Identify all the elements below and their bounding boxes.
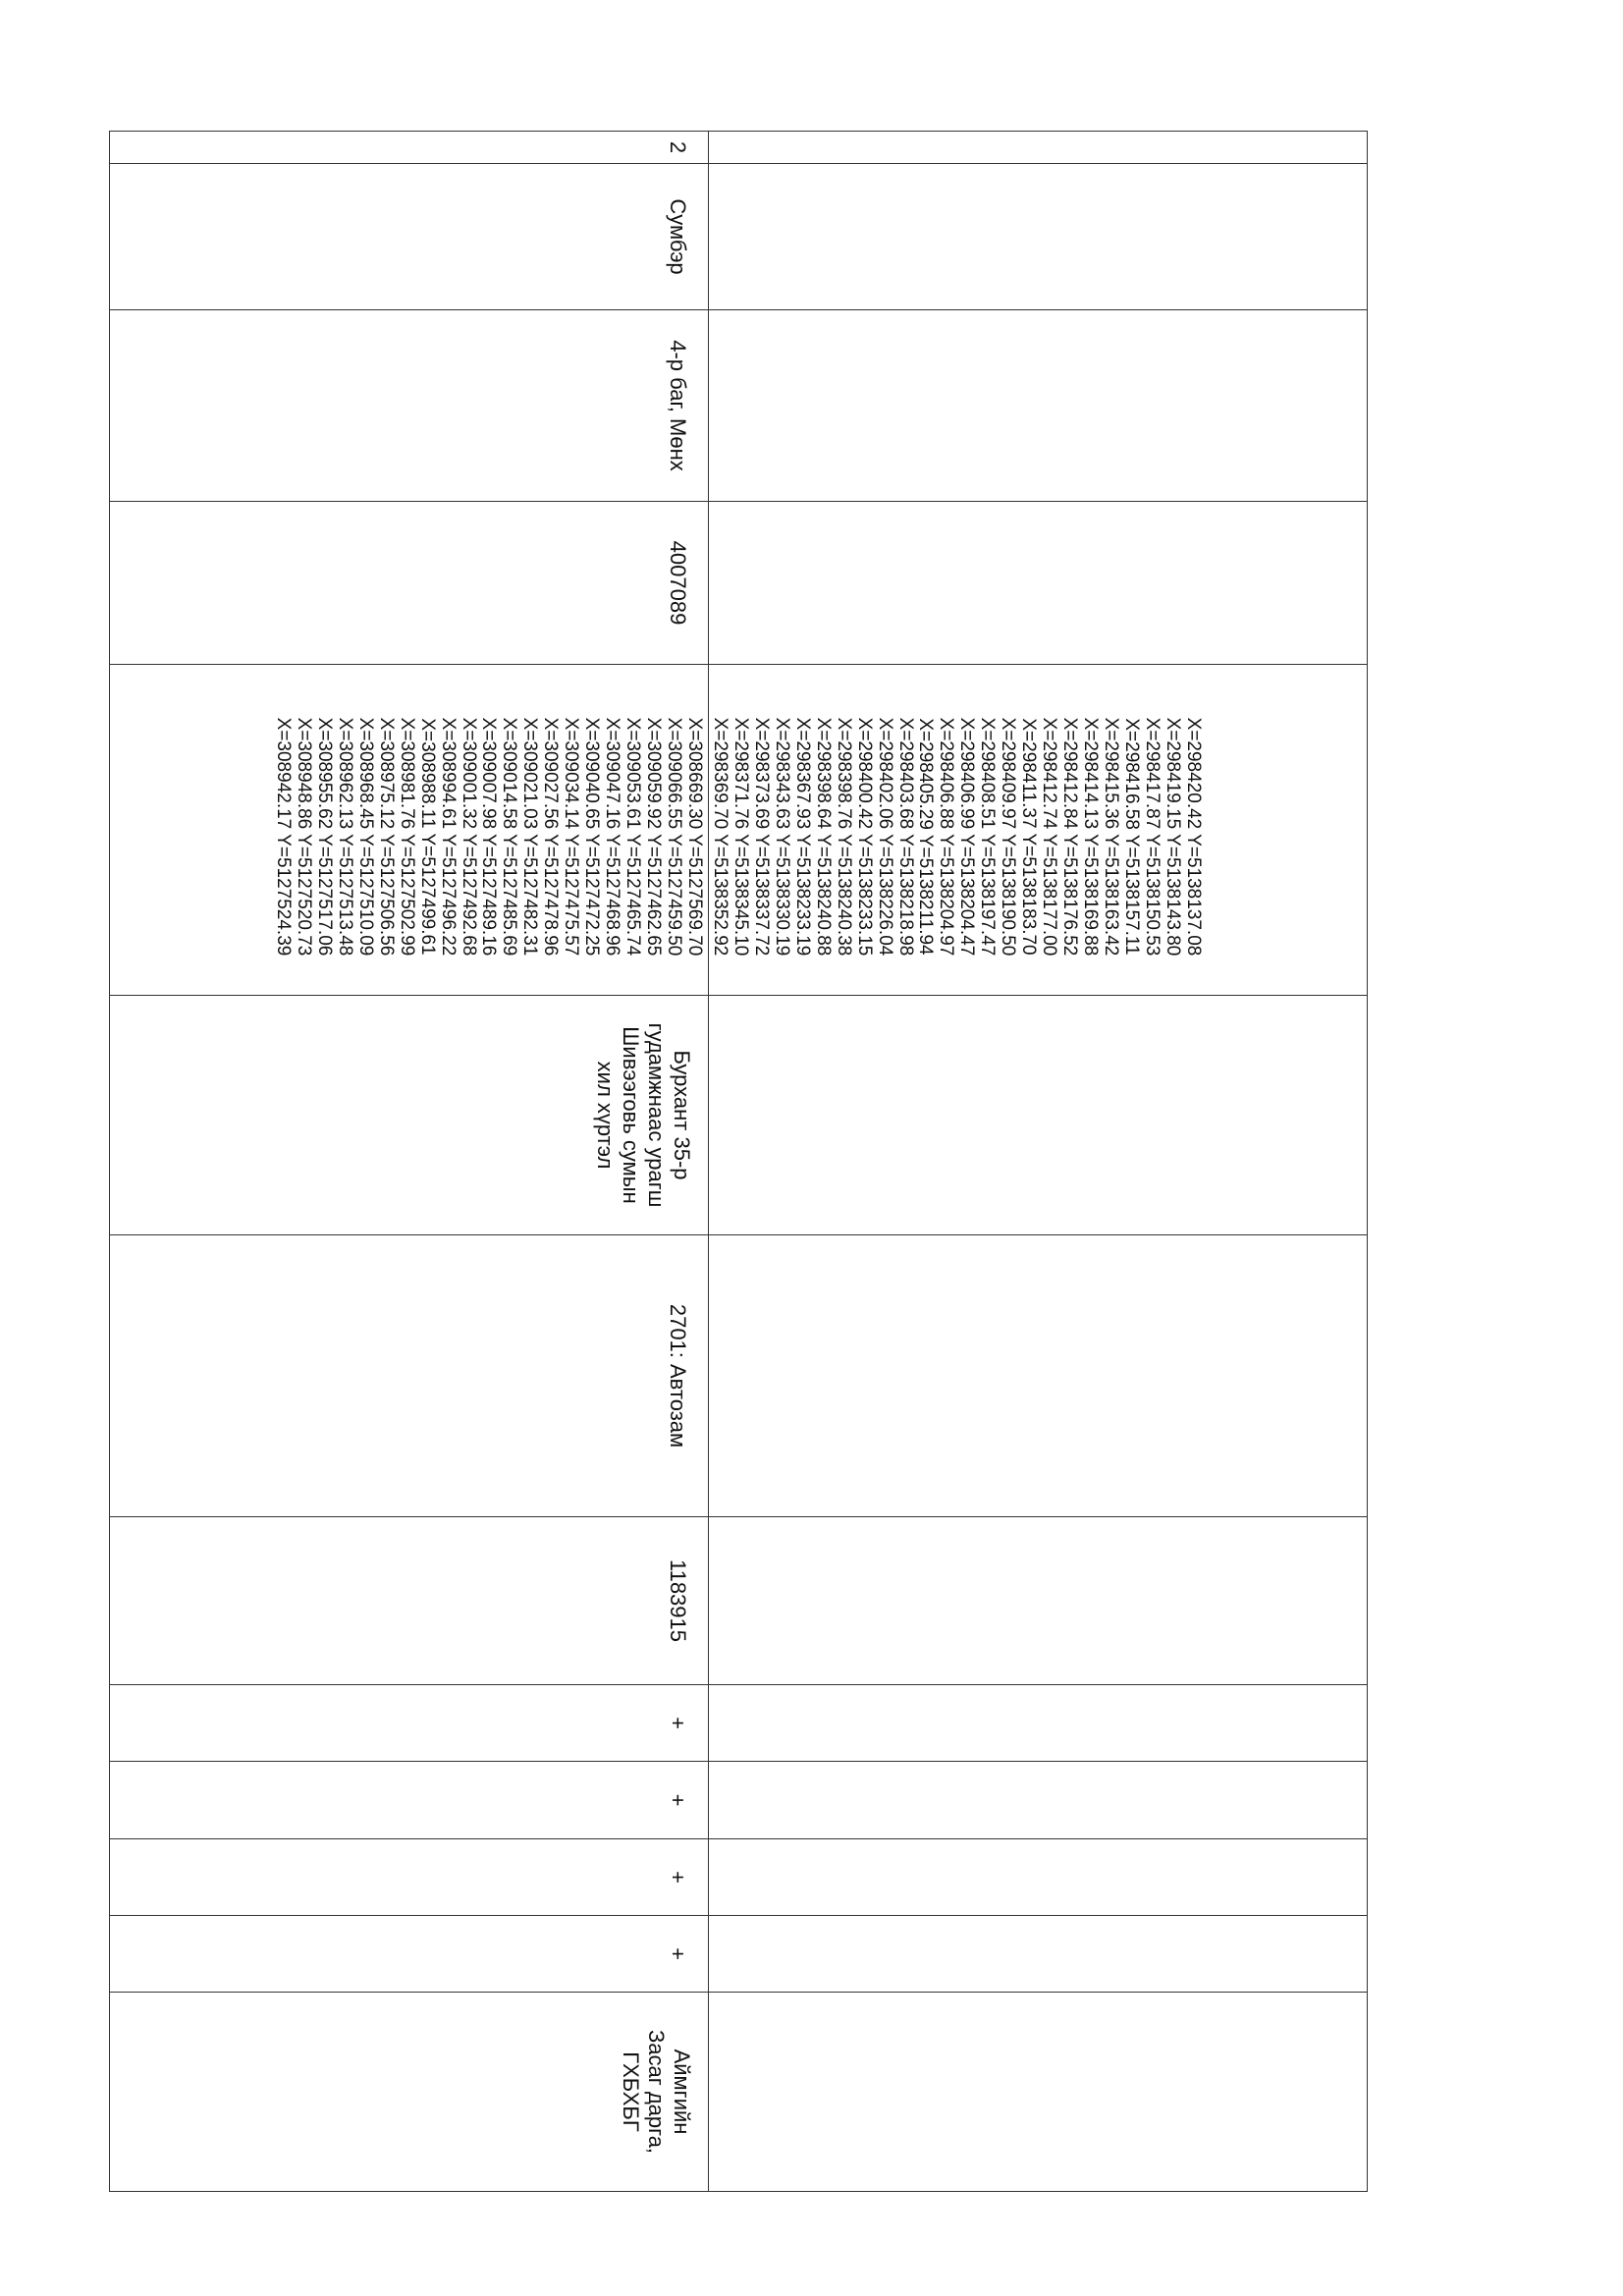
- empty-cell: [709, 1762, 1368, 1839]
- empty-cell: [709, 1993, 1368, 2192]
- coordinate-entry: X=298371.76 Y=5138345.10: [730, 717, 751, 957]
- area: 1183915: [110, 1517, 709, 1685]
- record-number: 2: [110, 132, 709, 164]
- coordinate-entry: X=308955.62 Y=5127517.06: [313, 717, 335, 957]
- coordinate-entry: X=308669.30 Y=5127569.70: [684, 717, 705, 957]
- location-line: Бурхант 35-р: [670, 1050, 694, 1180]
- coordinate-entry: X=298416.58 Y=5138157.11: [1121, 718, 1143, 956]
- coordinate-entry: X=309059.92 Y=5127462.65: [643, 717, 665, 957]
- coordinate-entry: X=298412.84 Y=5138176.52: [1059, 717, 1081, 957]
- coordinate-entry: X=308981.76 Y=5127502.99: [396, 717, 417, 957]
- responsible-line: Засаг дарга,: [644, 2029, 669, 2155]
- coordinates-list-lower: [272, 679, 704, 995]
- coordinate-entry: X=298420.42 Y=5138137.08: [1182, 717, 1204, 957]
- location-line: Шивээговь сумын: [619, 1026, 643, 1204]
- mark-cell-4: +: [110, 1916, 709, 1993]
- coordinate-entry: X=298369.70 Y=5138352.92: [709, 717, 730, 957]
- coordinate-entry: X=298409.97 Y=5138190.50: [998, 717, 1019, 957]
- location-line: гудамжнаас урагш: [644, 1022, 669, 1208]
- coordinate-entry: X=309021.03 Y=5127482.31: [519, 717, 541, 957]
- coordinate-entry: X=298367.93 Y=5138233.19: [791, 717, 813, 957]
- coordinate-entry: X=298419.15 Y=5138143.80: [1162, 717, 1183, 957]
- coordinate-entry: X=298406.88 Y=5138204.97: [936, 717, 957, 957]
- table-row-record: [110, 132, 709, 2192]
- coordinate-entry: X=308988.11 Y=5127499.61: [416, 718, 438, 956]
- land-use: 2701: Автозам: [110, 1235, 709, 1517]
- coordinate-entry: X=309053.61 Y=5127465.74: [622, 717, 644, 957]
- coordinate-entry: X=298400.42 Y=5138233.15: [853, 717, 875, 957]
- coordinate-entry: X=298398.64 Y=5138240.88: [812, 717, 834, 957]
- coordinate-entry: X=308975.12 Y=5127506.56: [375, 717, 397, 957]
- coordinate-entry: X=298415.36 Y=5138163.42: [1101, 717, 1122, 957]
- empty-cell: [709, 310, 1368, 502]
- responsible-line: Аймгийн: [670, 2049, 694, 2135]
- empty-cell: [709, 1839, 1368, 1916]
- empty-cell: [709, 1235, 1368, 1517]
- land-parcel-table: [109, 131, 1368, 2192]
- coordinate-entry: X=309014.58 Y=5127485.69: [499, 717, 520, 957]
- empty-cell: [709, 996, 1368, 1235]
- coordinate-entry: X=298408.51 Y=5138197.47: [977, 717, 999, 957]
- coordinate-entry: X=309040.65 Y=5127472.25: [581, 717, 603, 957]
- coordinate-entry: X=298406.99 Y=5138204.47: [956, 717, 978, 957]
- coordinate-entry: X=298412.74 Y=5138177.00: [1039, 717, 1060, 957]
- table-row-continuation: [709, 132, 1368, 2192]
- coordinate-entry: X=309034.14 Y=5127475.57: [561, 717, 582, 957]
- coordinate-entry: X=309066.55 Y=5127459.50: [664, 717, 685, 957]
- empty-cell: [709, 132, 1368, 164]
- empty-cell: [709, 1916, 1368, 1993]
- coordinate-entry: X=298411.37 Y=5138183.70: [1018, 718, 1040, 956]
- coordinate-entry: X=308968.45 Y=5127510.09: [354, 717, 376, 957]
- coordinate-entry: X=309027.56 Y=5127478.96: [540, 717, 562, 957]
- location-line: хил хүртэл: [593, 1061, 618, 1170]
- coordinate-entry: X=308962.13 Y=5127513.48: [334, 717, 355, 957]
- bag-name: 4-р баг, Мөнх: [110, 310, 709, 502]
- coordinate-entry: X=308994.61 Y=5127496.22: [437, 717, 459, 957]
- soum-name: Сумбэр: [110, 164, 709, 310]
- coordinate-entry: X=309001.32 Y=5127492.68: [458, 717, 479, 957]
- coordinate-entry: X=298414.13 Y=5138169.88: [1080, 717, 1102, 957]
- coordinate-entry: X=298405.29 Y=5138211.94: [915, 718, 937, 956]
- rotated-table-container: [130, 131, 1368, 2191]
- coordinate-entry: X=298417.87 Y=5138150.53: [1141, 717, 1163, 957]
- empty-cell: [709, 1685, 1368, 1762]
- responsible-party: [110, 1993, 709, 2192]
- responsible-line: ГХБХБГ: [619, 2051, 643, 2132]
- coordinate-entry: X=298403.68 Y=5138218.98: [894, 717, 916, 957]
- coordinates-cell-upper: [709, 665, 1368, 996]
- coordinates-list-upper: [709, 679, 1203, 995]
- mark-cell-1: +: [110, 1685, 709, 1762]
- coordinate-entry: X=298402.06 Y=5138226.04: [874, 717, 895, 957]
- coordinate-entry: X=308948.86 Y=5127520.73: [293, 717, 314, 957]
- parcel-id: 4007089: [110, 502, 709, 665]
- coordinates-cell-lower: [110, 665, 709, 996]
- coordinate-entry: X=309007.98 Y=5127489.16: [478, 717, 500, 957]
- coordinate-entry: X=298398.76 Y=5138240.38: [833, 717, 854, 957]
- mark-cell-3: +: [110, 1839, 709, 1916]
- empty-cell: [709, 502, 1368, 665]
- coordinate-entry: X=298343.63 Y=5138330.19: [771, 717, 792, 957]
- empty-cell: [709, 164, 1368, 310]
- coordinate-entry: X=308942.17 Y=5127524.39: [272, 717, 294, 957]
- mark-cell-2: +: [110, 1762, 709, 1839]
- location-description: [110, 996, 709, 1235]
- coordinate-entry: X=298373.69 Y=5138337.72: [750, 717, 772, 957]
- empty-cell: [709, 1517, 1368, 1685]
- coordinate-entry: X=309047.16 Y=5127468.96: [602, 717, 623, 957]
